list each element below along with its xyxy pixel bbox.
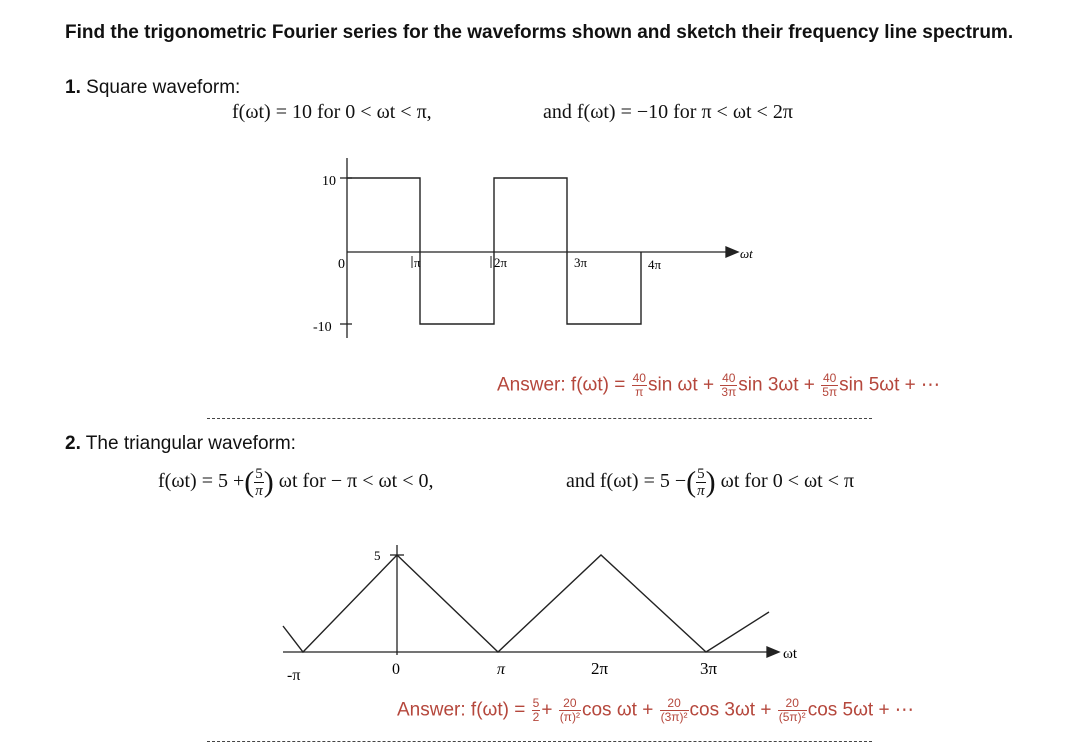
answer-1-term-1: sin ωt + — [647, 374, 715, 396]
problem-1-equation-part1: f(ωt) = 10 for 0 < ωt < π, — [232, 101, 432, 123]
page-heading: Find the trigonometric Fourier series for the waveforms shown and sketch their frequency line spectrum. — [65, 22, 1014, 43]
x-label-2pi-2: 2π — [591, 659, 609, 678]
y-label-5: 5 — [374, 548, 381, 563]
x-axis-2-arrow-icon — [767, 647, 779, 657]
answer-2-term-1: cos ωt + — [581, 699, 654, 721]
bottom-divider — [207, 741, 872, 742]
x-axis-label-2: ωt — [783, 646, 798, 662]
answer-1-term-2: sin 3ωt + — [738, 374, 815, 396]
triangle-wave-line — [283, 555, 769, 652]
problem-2-number: 2. — [65, 433, 81, 454]
x-label-pi-2: π — [497, 661, 506, 678]
x-label-pi: π — [414, 255, 421, 270]
answer-1-prefix: Answer: f(ωt) = — [497, 374, 626, 396]
answer-2-term-3: cos 5ωt + ⋯ — [807, 699, 914, 721]
problem-2-equation-b: and f(ωt) = 5 −( $\frac{5}{\pi}$ ) ωt for 0 < ωt < π — [566, 465, 855, 499]
y-label-10: 10 — [322, 174, 336, 189]
answer-2-prefix: Answer: f(ωt) = — [397, 699, 526, 721]
problem-2-equation-a: f(ωt) = 5 +( $\frac{5}{\pi}$ ) ωt for − π < ωt < 0, — [158, 465, 434, 499]
problem-2-label: The triangular waveform: — [85, 433, 296, 454]
problem-1-equation-part2: and f(ωt) = −10 for π < ωt < 2π — [543, 101, 793, 123]
problem-1-number: 1. — [65, 77, 81, 98]
problem-1-label: Square waveform: — [86, 77, 241, 98]
y-label-0: 0 — [338, 257, 345, 272]
x-label-3pi-2: 3π — [700, 659, 718, 678]
x-label-2pi: 2π — [494, 255, 508, 270]
problem-1-answer: Answer: f(ωt) = $\frac{40}{\pi}$ sin ωt + $\frac{40}{3\pi}$ sin 3ωt + $\frac{40}{5\pi}$ sin 5ωt + ⋯ — [497, 371, 941, 399]
x-axis-label: ωt — [740, 246, 753, 261]
answer-1-term-3: sin 5ωt + ⋯ — [839, 374, 941, 396]
y-label-neg10: -10 — [313, 320, 332, 335]
problem-2-answer: Answer: f(ωt) = $\frac{5}{2}$ + $\frac{20}{\text{(π)²}}$ cos ωt + $\frac{20}{\text{(3π)²}}$ cos 3ωt + $\frac{20}{\text{(5π)²}}$ cos 5ωt + ⋯ — [397, 696, 914, 724]
x-label-4pi: 4π — [648, 257, 662, 272]
x-label-zero: 0 — [392, 661, 400, 678]
answer-2-term-2: cos 3ωt + — [689, 699, 772, 721]
x-label-neg-pi: -π — [287, 667, 301, 684]
x-label-3pi: 3π — [574, 255, 588, 270]
